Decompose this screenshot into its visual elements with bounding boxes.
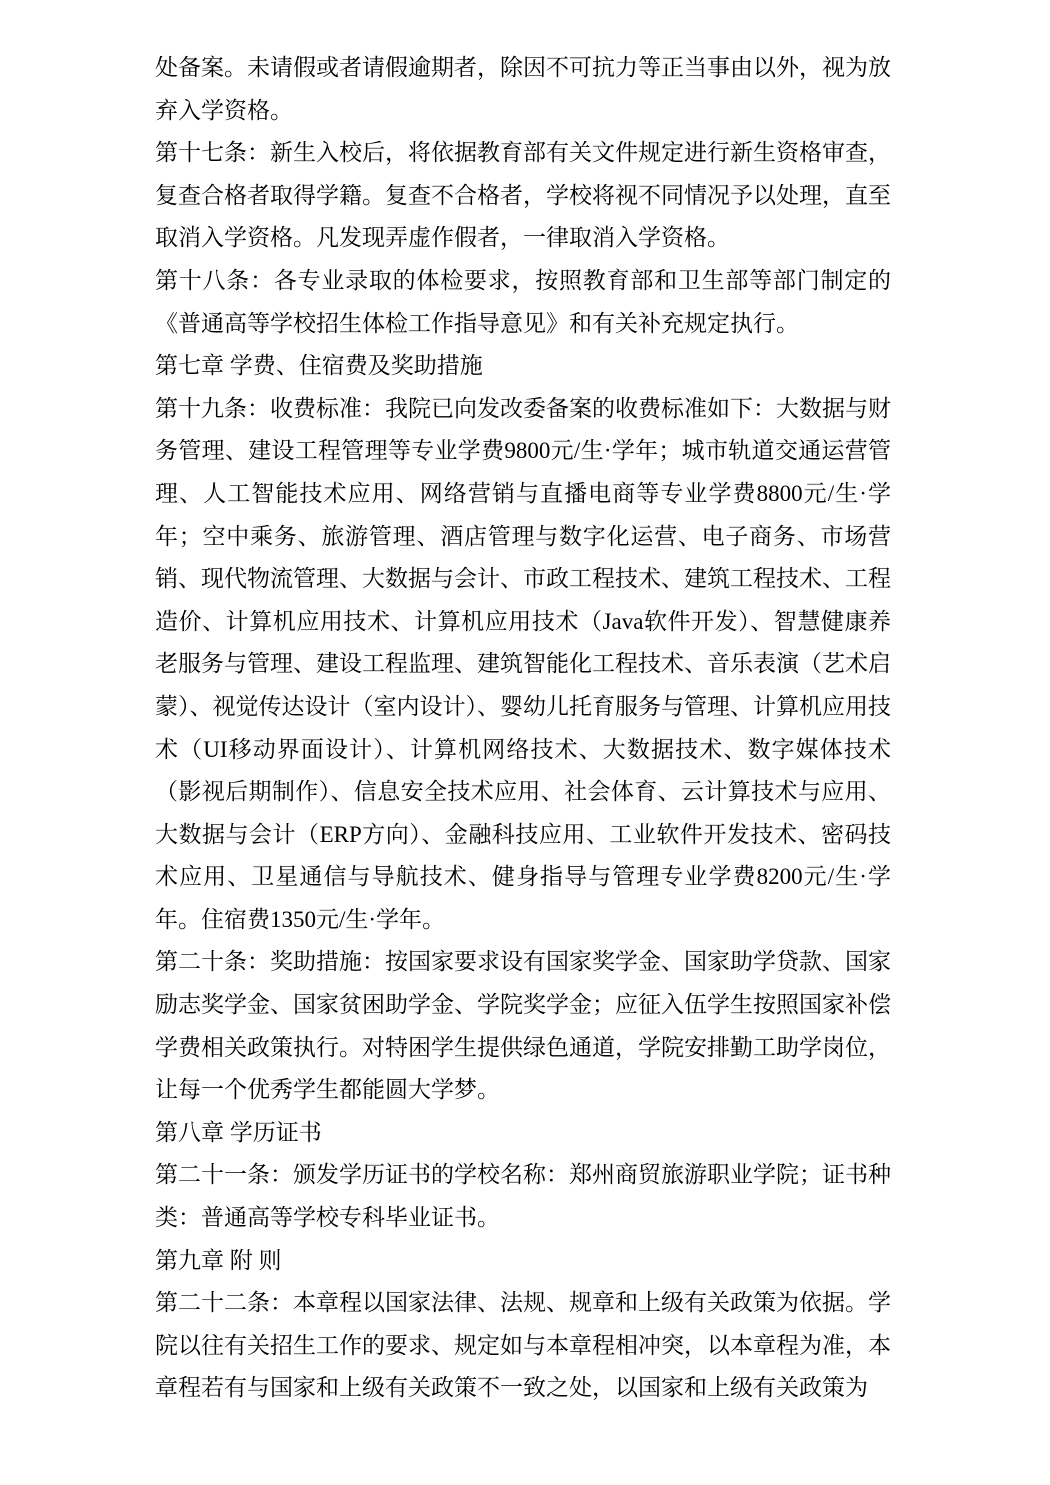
paragraph: 第十九条：收费标准：我院已向发改委备案的收费标准如下：大数据与财务管理、建设工程管理等专业学费9800元/生·学年；城市轨道交通运营管理、人工智能技术应用、网络营销与直播电商等专业学费8800元/生·学年；空中乘务、旅游管理、酒店管理与数字化运营、电子商务、市场营销、现代物流管理、大数据与会计、市政工程技术、建筑工程技术、工程造价、计算机应用技术、计算机应用技术（Java软件开发）、智慧健康养老服务与管理、建设工程监理、建筑智能化工程技术、音乐表演（艺术启蒙）、视觉传达设计（室内设计）、婴幼儿托育服务与管理、计算机应用技术（UI移动界面设计）、计算机网络技术、大数据技术、数字媒体技术（影视后期制作）、信息安全技术应用、社会体育、云计算技术与应用、大数据与会计（ERP方向）、金融科技应用、工业软件开发技术、密码技术应用、卫星通信与导航技术、健身指导与管理专业学费8200元/生·学年。住宿费1350元/生·学年。 <box>155 395 891 932</box>
paragraph: 第二十二条：本章程以国家法律、法规、规章和上级有关政策为依据。学院以往有关招生工作的要求、规定如与本章程相冲突，以本章程为准，本章程若有与国家和上级有关政策不一致之处，以国家和上级有关政策为 <box>155 1290 891 1401</box>
paragraph: 第十七条：新生入校后，将依据教育部有关文件规定进行新生资格审查，复查合格者取得学籍。复查不合格者，学校将视不同情况予以处理，直至取消入学资格。凡发现弄虚作假者，一律取消入学资格。 <box>155 140 891 251</box>
paragraph: 处备案。未请假或者请假逾期者，除因不可抗力等正当事由以外，视为放弃入学资格。 <box>155 55 891 123</box>
paragraph: 第七章 学费、住宿费及奖助措施 <box>155 353 483 379</box>
paragraph: 第十八条：各专业录取的体检要求，按照教育部和卫生部等部门制定的《普通高等学校招生体检工作指导意见》和有关补充规定执行。 <box>155 267 891 336</box>
paragraph: 第二十一条：颁发学历证书的学校名称：郑州商贸旅游职业学院；证书种类：普通高等学校专科毕业证书。 <box>155 1162 891 1231</box>
document-body <box>155 47 891 1410</box>
paragraph: 第八章 学历证书 <box>155 1119 322 1145</box>
paragraph: 第九章 附 则 <box>155 1247 282 1273</box>
paragraph: 第二十条：奖助措施：按国家要求设有国家奖学金、国家助学贷款、国家励志奖学金、国家贫困助学金、学院奖学金；应征入伍学生按照国家补偿学费相关政策执行。对特困学生提供绿色通道，学院安排勤工助学岗位，让每一个优秀学生都能圆大学梦。 <box>155 949 891 1103</box>
